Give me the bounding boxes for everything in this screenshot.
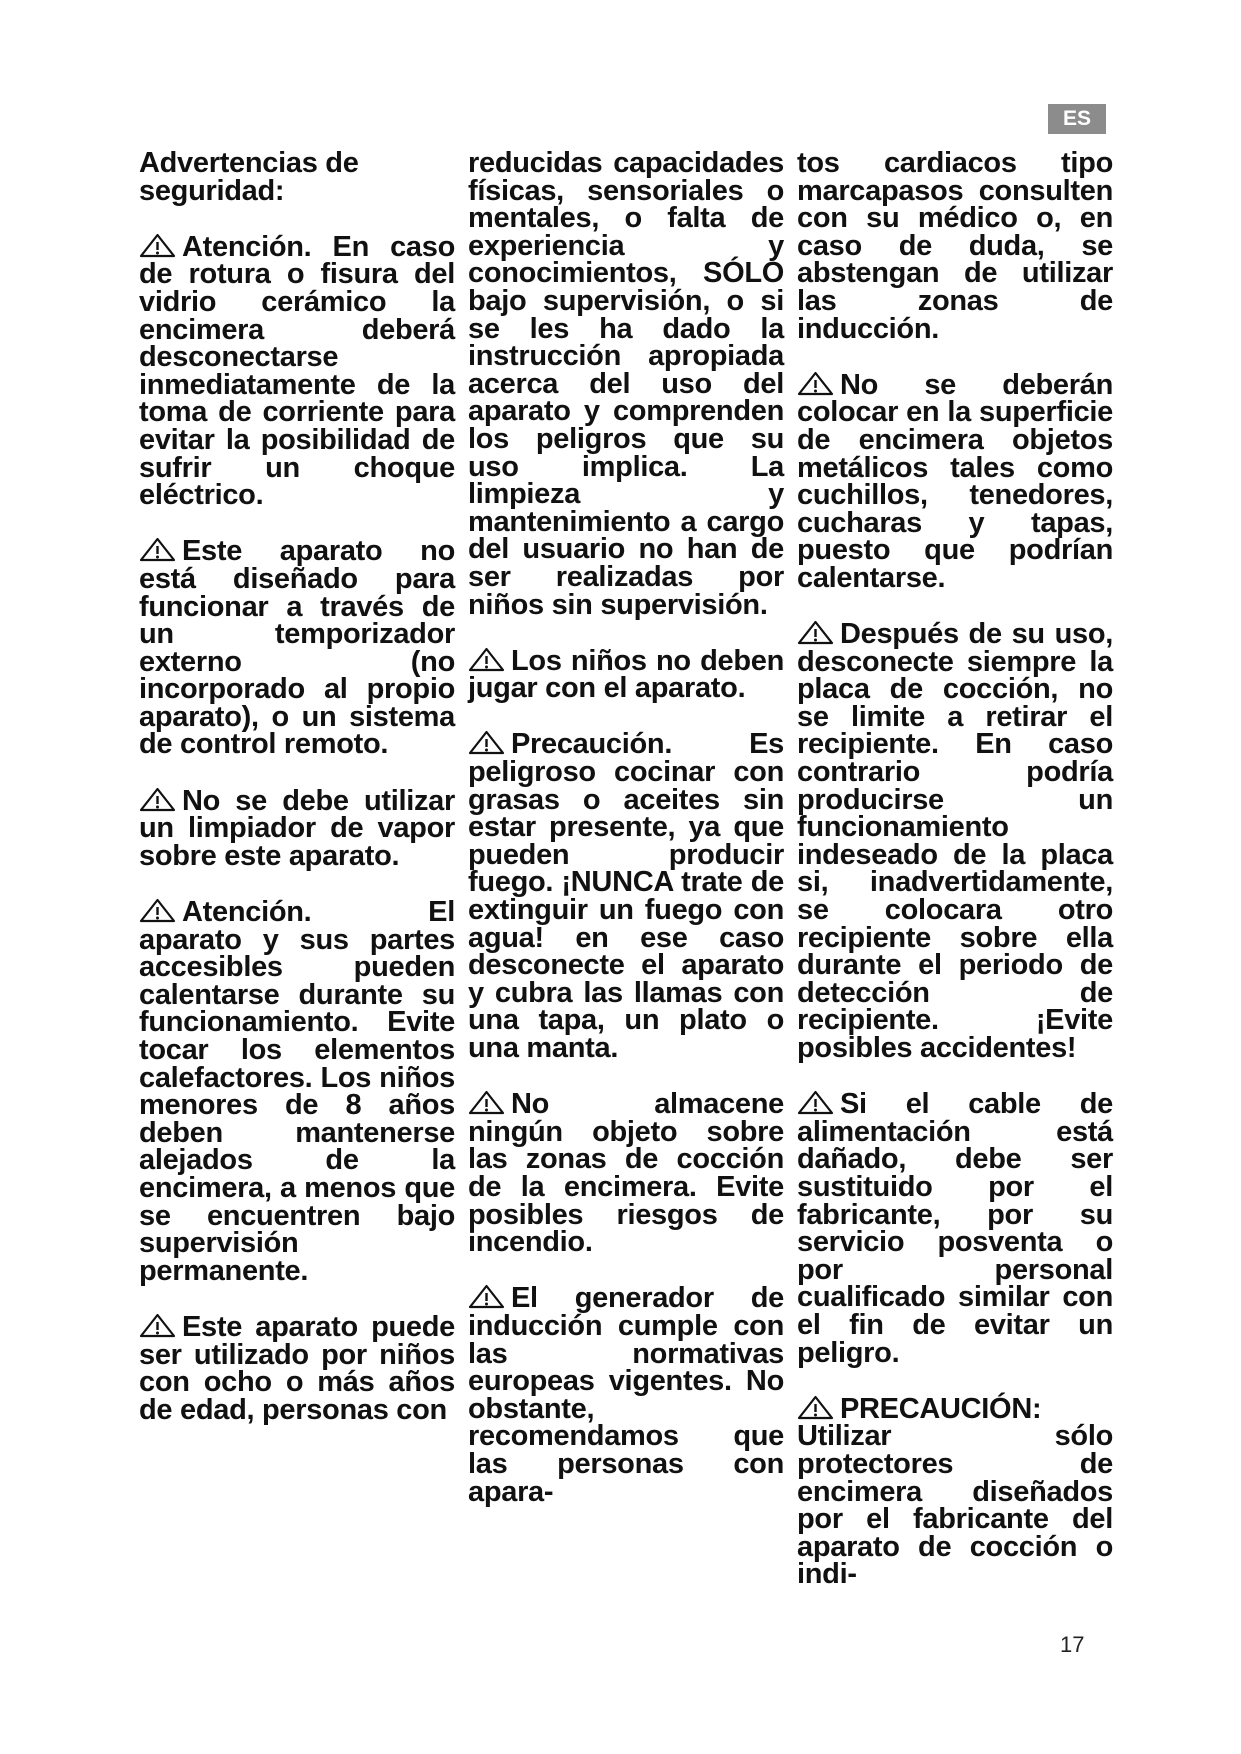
warning-paragraph [797, 620, 1113, 1063]
warning-triangle-icon [797, 620, 834, 645]
warning-text: El generador de inducción cumple con las normativas europeas vigentes. No obstante, recomendamos que las personas con apara- [468, 1282, 784, 1508]
continued-paragraph: reducidas capacidades físicas, sensoriales o mentales, o falta de experiencia y conocimientos, SÓLO bajo supervisión, o si se les ha dado la instrucción apropiada acerca del uso del aparato y comprenden los peligros que su uso implica. La limpieza y mantenimiento a cargo del usuario no han de ser realizadas por niños sin supervisión. [468, 147, 784, 621]
warning-triangle-icon [468, 730, 505, 755]
warning-paragraph [797, 1090, 1113, 1367]
warning-triangle-icon [468, 1284, 505, 1309]
warning-triangle-icon [468, 1090, 505, 1115]
warning-paragraph [139, 230, 455, 512]
warning-paragraph [797, 1392, 1113, 1591]
warning-triangle-icon [797, 371, 834, 396]
language-badge: ES [1048, 104, 1106, 134]
warning-triangle-icon [139, 898, 176, 923]
warning-text: Atención. En caso de rotura o fisura del vidrio cerámico la encimera deberá desconectarse inmediatamente de la toma de corriente para evitar la posibilidad de sufrir un choque eléctrico. [139, 230, 455, 512]
warning-text: Si el cable de alimentación está dañado, debe ser sustituido por el fabricante, por su servicio posventa o por personal cualificado similar con el fin de evitar un peligro. [797, 1088, 1113, 1369]
warning-text: Este aparato puede ser utilizado por niños con ocho o más años de edad, personas con [139, 1310, 455, 1426]
warning-paragraph [797, 368, 1113, 594]
warning-triangle-icon [468, 647, 505, 672]
warning-text: Después de su uso, desconecte siempre la placa de cocción, no se limite a retirar el recipiente. En caso contrario podría producirse un funcionamiento indeseado de la placa si, inadvertidamente, se colocara otro recipiente sobre ella durante el periodo de detección de recipiente. ¡Evite posibles accidentes! [797, 618, 1113, 1064]
column-2 [468, 147, 784, 1508]
warning-paragraph [139, 898, 455, 1285]
warning-paragraph [139, 537, 455, 759]
section-heading: Advertencias de seguridad: [139, 147, 359, 207]
warning-paragraph [468, 730, 784, 1062]
warning-triangle-icon [797, 1395, 834, 1420]
warning-paragraph [468, 1090, 784, 1257]
warning-text: PRECAUCIÓN: Utilizar sólo protectores de encimera diseñados por el fabricante del aparato de cocción o indi- [797, 1392, 1113, 1591]
warning-text: Los niños no deben jugar con el aparato. [468, 644, 784, 705]
warning-paragraph [139, 1310, 455, 1426]
warning-text: Atención. El aparato y sus partes accesibles pueden calentarse durante su funcionamiento. Evite tocar los elementos calefactores. Los niños menores de 8 años deben mantenerse alejados de la encimera, a menos que se encuentren bajo supervisión permanente. [139, 896, 455, 1287]
warning-paragraph [468, 1284, 784, 1506]
warning-triangle-icon [139, 787, 176, 812]
continued-paragraph: tos cardiacos tipo marcapasos consulten con su médico o, en caso de duda, se abstengan de utilizar las zonas de inducción. [797, 147, 1113, 345]
warning-triangle-icon [797, 1090, 834, 1115]
warning-paragraph [468, 644, 784, 705]
warning-text: Precaución. Es peligroso cocinar con grasas o aceites sin estar presente, ya que pueden producir fuego. ¡NUNCA trate de extinguir un fuego con agua! en ese caso desconecte el aparato y cubra las llamas con una tapa, un plato o una manta. [468, 728, 784, 1064]
warning-text: No se deberán colocar en la superficie de encimera objetos metálicos tales como cuchillos, tenedores, cucharas y tapas, puesto que podrían calentarse. [797, 368, 1113, 594]
page-number: 17 [1060, 1632, 1085, 1657]
warning-paragraph [139, 784, 455, 872]
warning-text: Este aparato no está diseñado para funcionar a través de un temporizador externo (no incorporado al propio aparato), o un sistema de control remoto. [139, 535, 455, 761]
warning-triangle-icon [139, 233, 176, 258]
warning-text: No se debe utilizar un limpiador de vapor sobre este aparato. [139, 784, 455, 872]
column-3 [797, 147, 1113, 1591]
warning-text: No almacene ningún objeto sobre las zonas de cocción de la encimera. Evite posibles riesgos de incendio. [468, 1088, 784, 1259]
warning-triangle-icon [139, 537, 176, 562]
warning-triangle-icon [139, 1313, 176, 1338]
column-1 [139, 147, 455, 1426]
